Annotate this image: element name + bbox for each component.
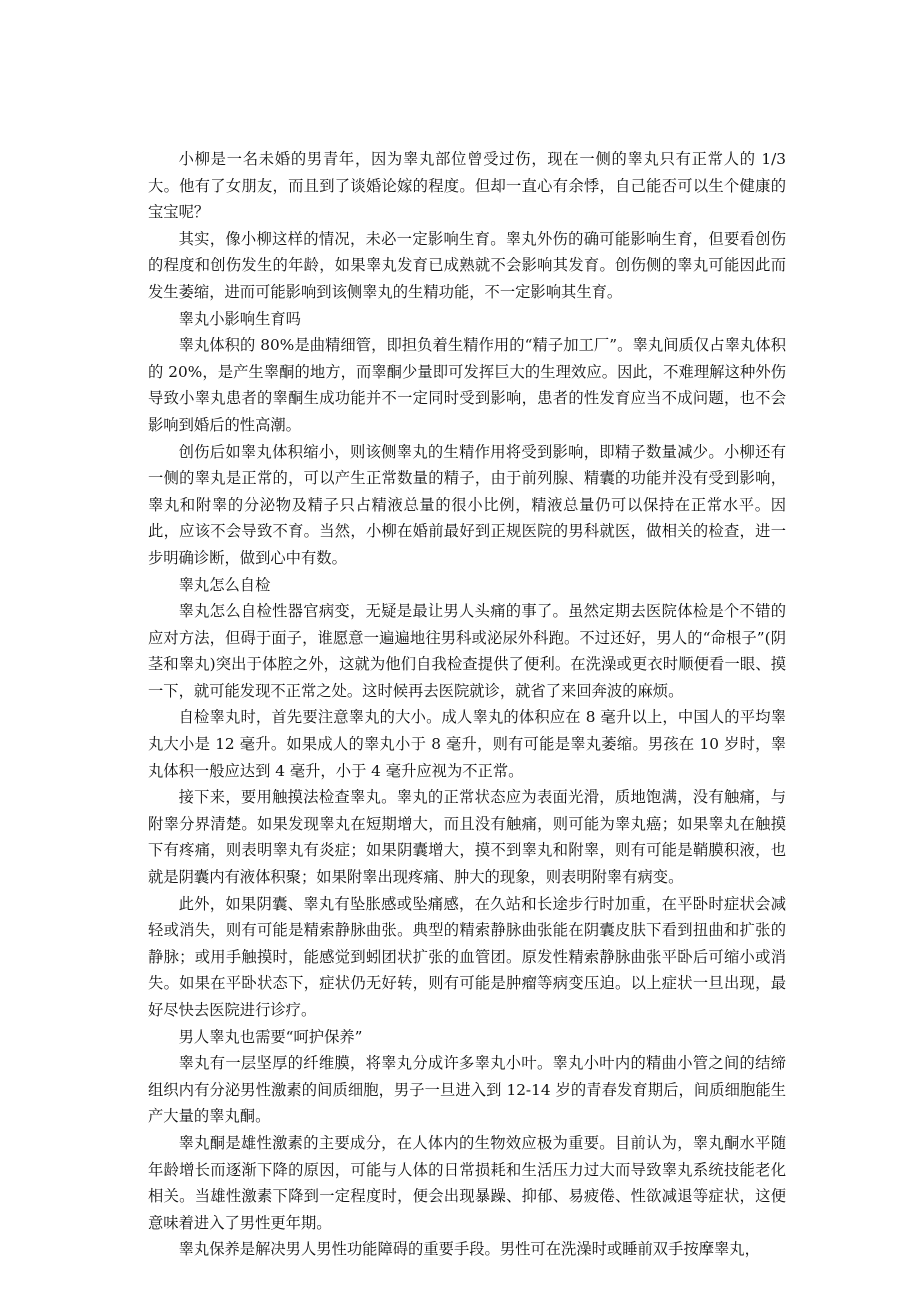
paragraph: 小柳是一名未婚的男青年，因为睾丸部位曾受过伤，现在一侧的睾丸只有正常人的 1/3 大。他有了女朋友，而且到了谈婚论嫁的程度。但却一直心有余悸，自己能否可以生个健康的宝宝呢？ — [148, 150, 786, 222]
paragraph: 睾丸体积的 80%是曲精细管，即担负着生精作用的“精子加工厂”。睾丸间质仅占睾丸体积的 20%，是产生睾酮的地方，而睾酮少量即可发挥巨大的生理效应。因此，不难理解这种外伤导致小睾丸患者的睾酮生成功能并不一定同时受到影响，患者的性发育应当不成问题，也不会影响到婚后的性高潮。 — [148, 336, 786, 434]
paragraph: 自检睾丸时，首先要注意睾丸的大小。成人睾丸的体积应在 8 毫升以上，中国人的平均睾丸大小是 12 毫升。如果成人的睾丸小于 8 毫升，则有可能是睾丸萎缩。男孩在 10 岁时，睾丸体积一般应达到 4 毫升，小于 4 毫升应视为不正常。 — [148, 708, 786, 780]
paragraph: 睾丸保养是解决男人男性功能障碍的重要手段。男性可在洗澡时或睡前双手按摩睾丸， — [178, 1240, 760, 1259]
paragraph: 睾丸酮是雄性激素的主要成分，在人体内的生物效应极为重要。目前认为，睾丸酮水平随年龄增长而逐渐下降的原因，可能与人体的日常损耗和生活压力过大而导致睾丸系统技能老化相关。当雄性激素下降到一定程度时，便会出现暴躁、抑郁、易疲倦、性欲减退等症状，这便意味着进入了男性更年期。 — [148, 1133, 786, 1232]
section-heading: 睾丸小影响生育吗 — [178, 309, 301, 328]
paragraph: 创伤后如睾丸体积缩小，则该侧睾丸的生精作用将受到影响，即精子数量减少。小柳还有一侧的睾丸是正常的，可以产生正常数量的精子，由于前列腺、精囊的功能并没有受到影响，睾丸和附睾的分泌物及精子只占精液总量的很小比例，精液总量仍可以保持在正常水平。因此，应该不会导致不育。当然，小柳在婚前最好到正规医院的男科就医，做相关的检查，进一步明确诊断，做到心中有数。 — [148, 442, 786, 567]
paragraph: 接下来，要用触摸法检查睾丸。睾丸的正常状态应为表面光滑，质地饱满，没有触痛，与附睾分界清楚。如果发现睾丸在短期增大，而且没有触痛，则可能为睾丸癌；如果睾丸在触摸下有疼痛，则表明睾丸有炎症；如果阴囊增大，摸不到睾丸和附睾，则有可能是鞘膜积液，也就是阴囊内有液体积聚；如果附睾出现疼痛、肿大的现象，则表明附睾有病变。 — [148, 788, 786, 887]
paragraph: 此外，如果阴囊、睾丸有坠胀感或坠痛感，在久站和长途步行时加重，在平卧时症状会减轻或消失，则有可能是精索静脉曲张。典型的精索静脉曲张能在阴囊皮肤下看到扭曲和扩张的静脉；或用手触摸时，能感觉到蚓团状扩张的血管团。原发性精索静脉曲张平卧后可缩小或消失。如果在平卧状态下，症状仍无好转，则有可能是肿瘤等病变压迫。以上症状一旦出现，最好尽快去医院进行诊疗。 — [148, 894, 786, 1019]
paragraph: 睾丸有一层坚厚的纤维膜，将睾丸分成许多睾丸小叶。睾丸小叶内的精曲小管之间的结缔组织内有分泌男性激素的间质细胞，男子一旦进入到 12-14 岁的青春发育期后，间质细胞能生产大量的睾丸酮。 — [148, 1054, 786, 1126]
paragraph: 其实，像小柳这样的情况，未必一定影响生育。睾丸外伤的确可能影响生育，但要看创伤的程度和创伤发生的年龄，如果睾丸发育已成熟就不会影响其发育。创伤侧的睾丸可能因此而发生萎缩，进而可能影响到该侧睾丸的生精功能，不一定影响其生育。 — [148, 229, 786, 301]
article-body — [148, 146, 786, 1263]
section-heading: 男人睾丸也需要“呵护保养” — [178, 1027, 363, 1046]
section-heading: 睾丸怎么自检 — [178, 575, 271, 594]
paragraph: 睾丸怎么自检性器官病变，无疑是最让男人头痛的事了。虽然定期去医院体检是个不错的应对方法，但碍于面子，谁愿意一遍遍地往男科或泌尿外科跑。不过还好，男人的“命根子”(阴茎和睾丸)突出于体腔之外，这就为他们自我检查提供了便利。在洗澡或更衣时顺便看一眼、摸一下，就可能发现不正常之处。这时候再去医院就诊，就省了来回奔波的麻烦。 — [148, 602, 786, 700]
